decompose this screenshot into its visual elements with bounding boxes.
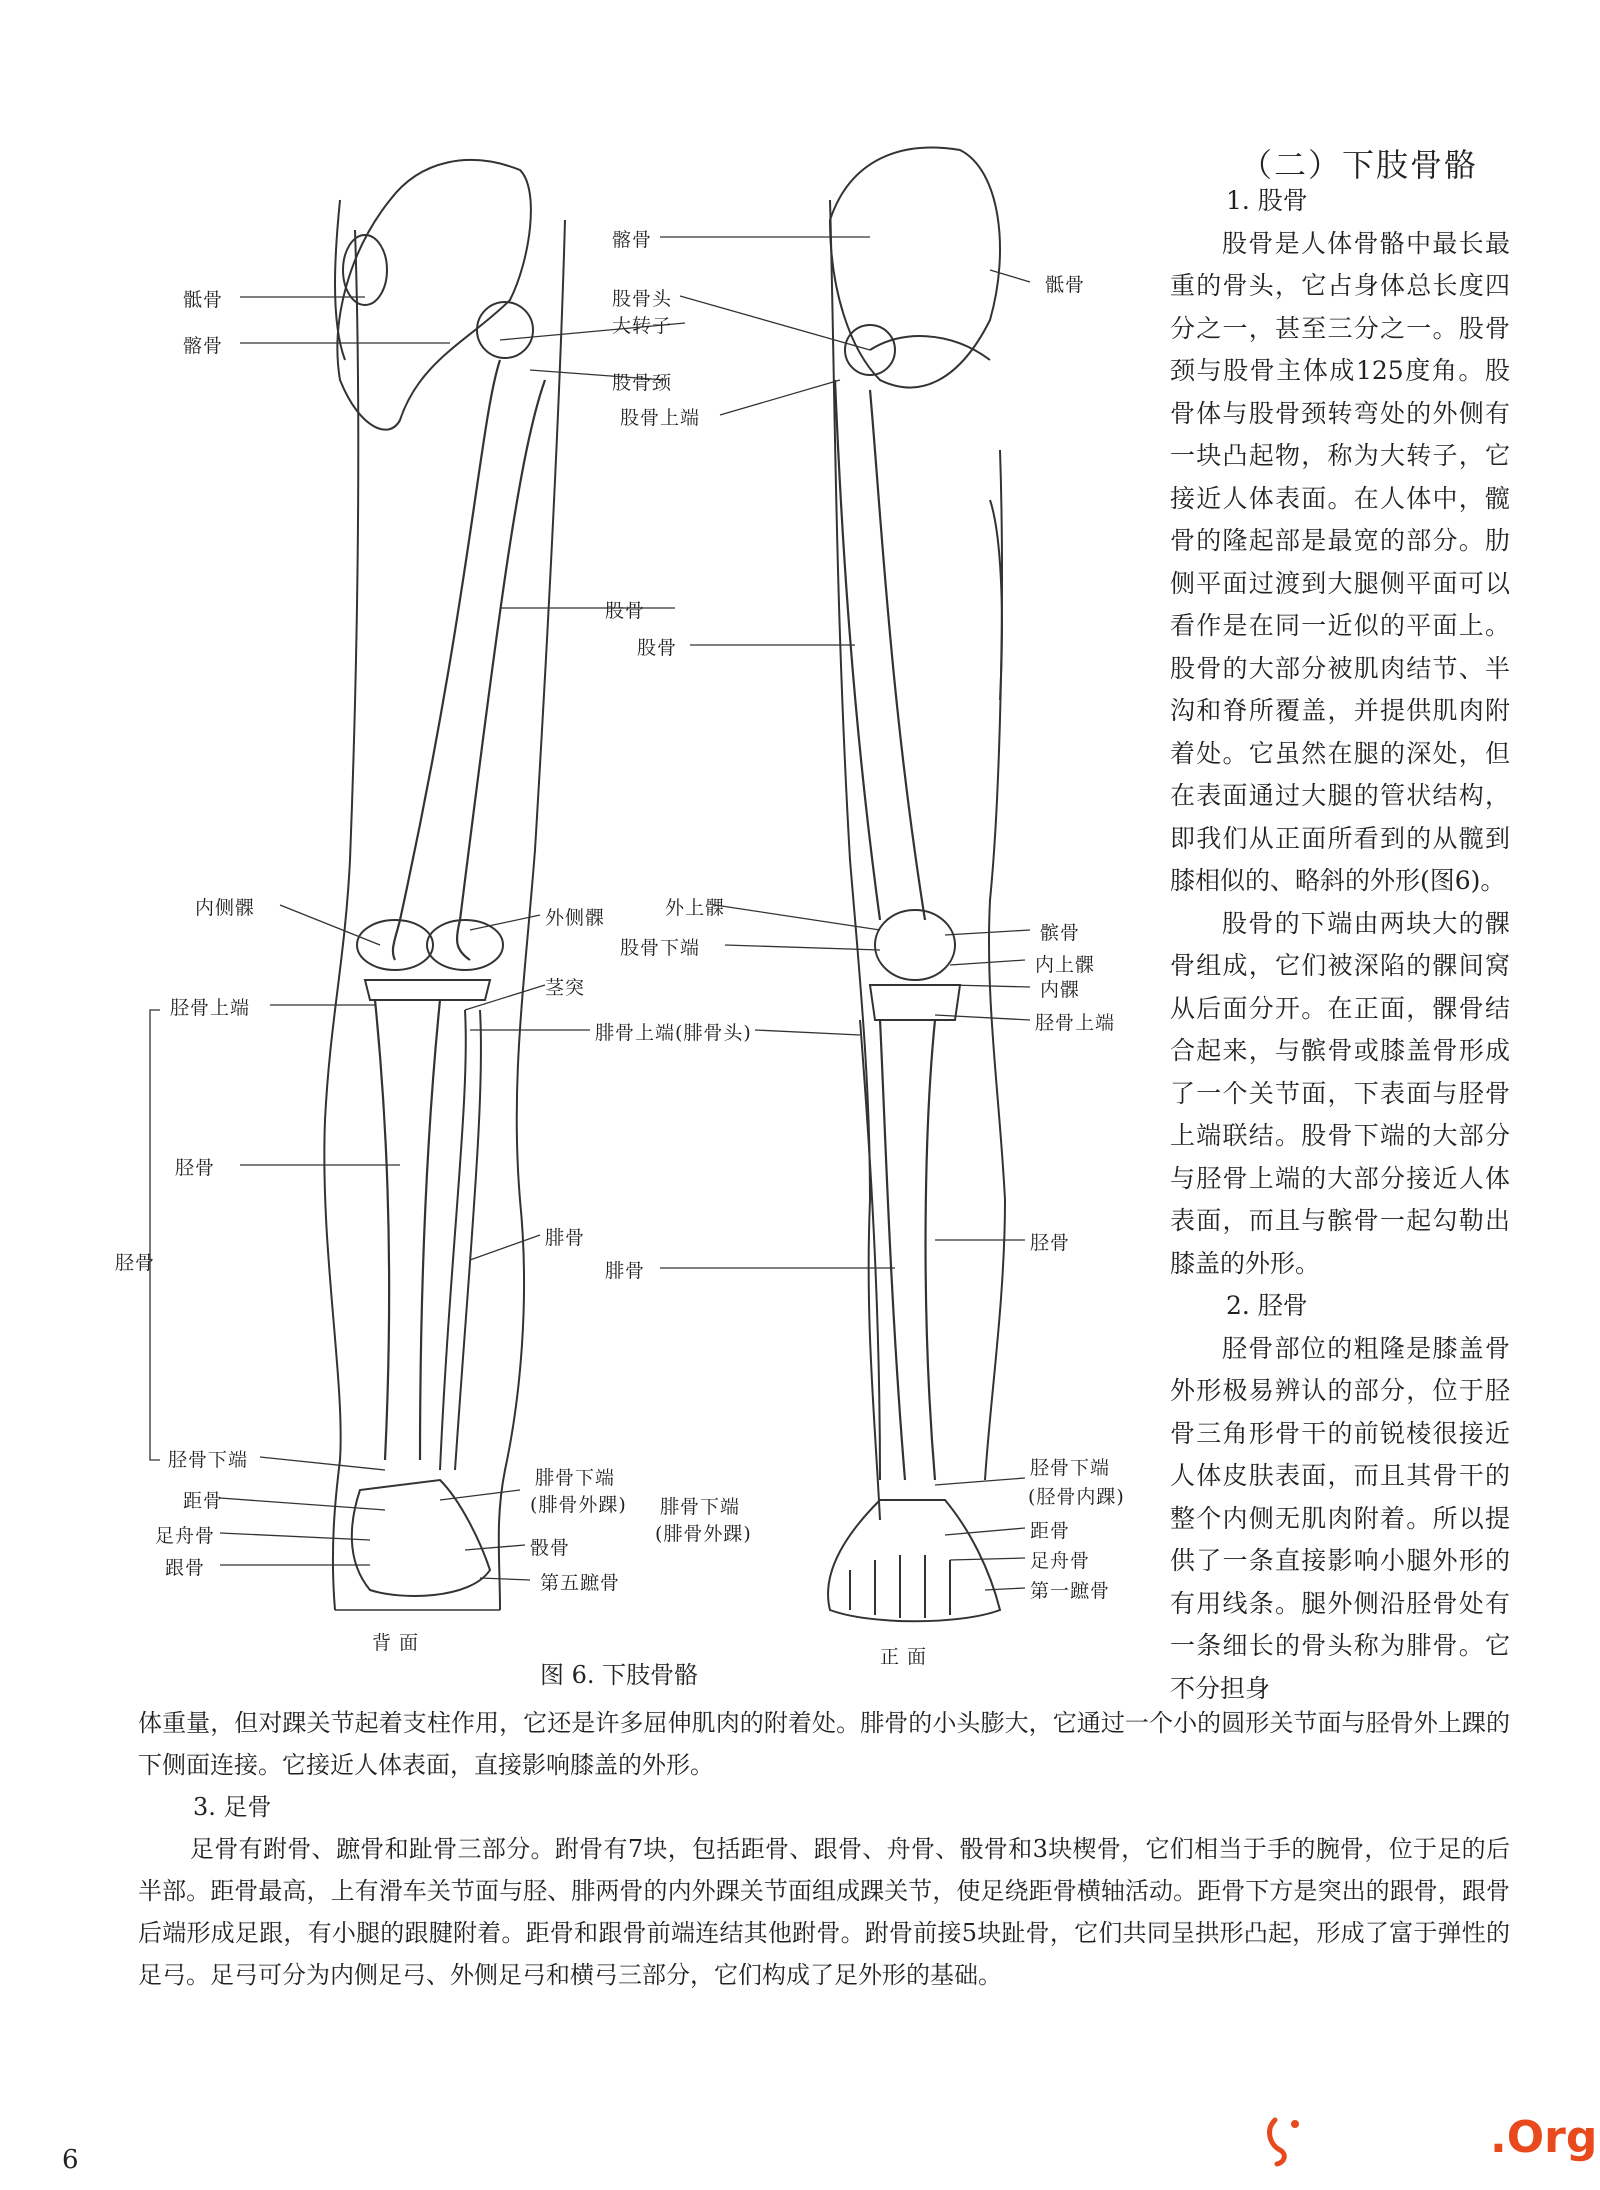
femur-heading: 1. 股骨 — [1226, 186, 1308, 215]
tibia-paragraph-continued: 体重量，但对踝关节起着支柱作用，它还是许多屈伸肌肉的附着处。腓骨的小头膨大，它通过一个小的圆形关节面与胫骨外上踝的下侧面连接。它接近人体表面，直接影响膝盖的外形。 — [138, 1709, 1510, 1779]
label-femoral-head: 股骨头 — [612, 288, 673, 310]
page-number: 6 — [62, 2145, 79, 2175]
side-text-column — [1170, 180, 1510, 1710]
label-fibula-lower-front-2: (腓骨外踝) — [655, 1523, 752, 1545]
label-talus-back: 距骨 — [183, 1490, 224, 1512]
front-view-label: 正 面 — [880, 1646, 928, 1668]
label-sacrum-front: 骶骨 — [1045, 274, 1086, 296]
label-cuboid: 骰骨 — [530, 1537, 571, 1559]
foot-paragraph: 足骨有跗骨、蹠骨和趾骨三部分。跗骨有7块，包括距骨、跟骨、舟骨、骰骨和3块楔骨，它们相当于手的腕骨，位于足的后半部。距骨最高，上有滑车关节面与胫、腓两骨的内外踝关节面组成踝关节，使足绕距骨横轴活动。距骨下方是突出的跟骨，跟骨后端形成足跟，有小腿的跟腱附着。距骨和跟骨前端连结其他跗骨。跗骨前接5块趾骨，它们共同呈拱形凸起，形成了富于弹性的足弓。足弓可分为内侧足弓、外侧足弓和横弓三部分，它们构成了足外形的基础。 — [138, 1835, 1510, 1989]
label-greater-trochanter: 大转子 — [612, 315, 673, 337]
label-femoral-neck: 股骨颈 — [612, 372, 673, 394]
label-shin-bone-group: 胫骨 — [115, 1252, 156, 1274]
label-fibula-lower-back-2: (腓骨外踝) — [530, 1494, 627, 1516]
bottom-text-block — [138, 1702, 1510, 1996]
label-tibia-upper-front: 胫骨上端 — [1035, 1012, 1116, 1034]
label-fifth-metatarsal: 第五蹠骨 — [540, 1572, 621, 1594]
label-first-metatarsal: 第一蹠骨 — [1030, 1580, 1111, 1602]
label-fibula-lower-front-1: 腓骨下端 — [660, 1496, 741, 1518]
femur-paragraph-1: 股骨是人体骨骼中最长最重的骨头，它占身体总长度四分之一，甚至三分之一。股骨颈与股骨主体成125度角。股骨体与股骨颈转弯处的外侧有一块凸起物，称为大转子，它接近人体表面。在人体中，髋骨的隆起部是最宽的部分。肋侧平面过渡到大腿侧平面可以看作是在同一近似的平面上。股骨的大部分被肌肉结节、半沟和脊所覆盖，并提供肌肉附着处。它虽然在腿的深处，但在表面通过大腿的管状结构，即我们从正面所看到的从髋到膝相似的、略斜的外形(图6)。 — [1170, 228, 1510, 895]
section-title: （二）下肢骨骼 — [1240, 146, 1479, 184]
watermark-logo-icon — [1255, 2110, 1315, 2170]
label-ilium-back: 髂骨 — [183, 335, 224, 357]
back-view-label: 背 面 — [372, 1632, 420, 1654]
label-medial-condyle: 内侧髁 — [195, 897, 256, 919]
label-femur-upper: 股骨上端 — [620, 407, 701, 429]
label-calcaneus-back: 跟骨 — [165, 1557, 206, 1579]
tibia-paragraph-1: 胫骨部位的粗隆是膝盖骨外形极易辨认的部分，位于胫骨三角形骨干的前锐棱很接近人体皮肤表面，而且其骨干的整个内侧无肌肉附着。所以提供了一条直接影响小腿外形的有用线条。腿外侧沿胫骨处有一条细长的骨头称为腓骨。它不分担身 — [1170, 1333, 1510, 1703]
label-fibula-upper: 腓骨上端(腓骨头) — [595, 1022, 752, 1044]
label-femur-lower: 股骨下端 — [620, 937, 701, 959]
label-femur-back: 股骨 — [605, 600, 646, 622]
label-tibia-upper-back: 胫骨上端 — [170, 997, 251, 1019]
label-patella: 髌骨 — [1040, 922, 1081, 944]
label-navicular-back: 足舟骨 — [155, 1525, 216, 1547]
foot-heading: 3. 足骨 — [193, 1793, 272, 1821]
label-tibia-back: 胫骨 — [175, 1157, 216, 1179]
label-medial-epicondyle: 内上髁 — [1035, 954, 1096, 976]
label-medial-condyle-front: 内髁 — [1040, 979, 1081, 1001]
label-femur-front: 股骨 — [637, 637, 678, 659]
label-ilium-center: 髂骨 — [612, 229, 653, 251]
label-tibia-lower-front-2: (胫骨内踝) — [1028, 1486, 1125, 1508]
femur-paragraph-2: 股骨的下端由两块大的髁骨组成，它们被深陷的髁间窝从后面分开。在正面，髁骨结合起来，与髌骨或膝盖骨形成了一个关节面，下表面与胫骨上端联结。股骨下端的大部分与胫骨上端的大部分接近人体表面，而且与髌骨一起勾勒出膝盖的外形。 — [1170, 908, 1510, 1278]
tibia-heading: 2. 胫骨 — [1226, 1291, 1308, 1320]
label-fibula-back: 腓骨 — [545, 1227, 586, 1249]
label-lateral-condyle: 外侧髁 — [545, 907, 606, 929]
label-styloid: 茎突 — [545, 977, 586, 999]
label-talus-front: 距骨 — [1030, 1520, 1071, 1542]
label-sacrum-back: 骶骨 — [183, 289, 224, 311]
label-fibula-front: 腓骨 — [605, 1260, 646, 1282]
label-tibia-lower-front-1: 胫骨下端 — [1030, 1457, 1111, 1479]
watermark-text: .Org — [1490, 2112, 1598, 2163]
label-tibia-front: 胫骨 — [1030, 1232, 1071, 1254]
label-tibia-lower-back: 胫骨下端 — [168, 1449, 249, 1471]
figure-caption: 图 6. 下肢骨骼 — [540, 1661, 699, 1689]
label-navicular-front: 足舟骨 — [1030, 1550, 1091, 1572]
label-lateral-epicondyle: 外上髁 — [665, 897, 726, 919]
label-fibula-lower-back-1: 腓骨下端 — [535, 1467, 616, 1489]
